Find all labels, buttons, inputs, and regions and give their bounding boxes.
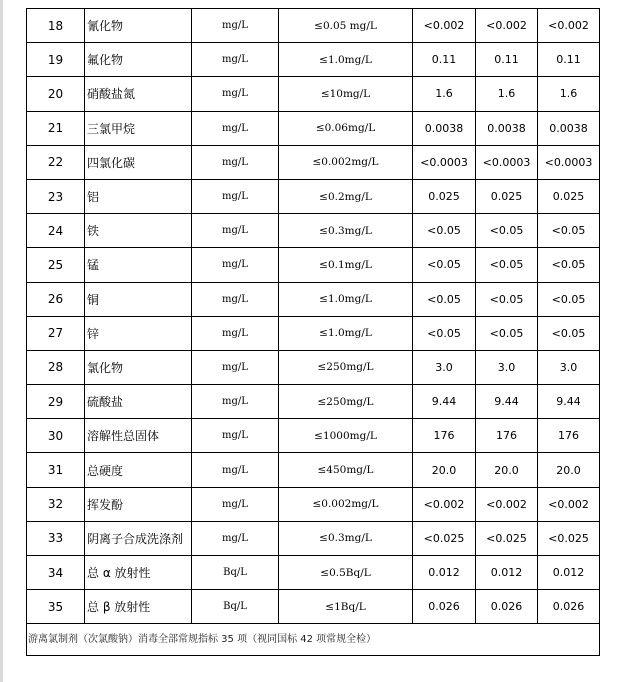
document-page: [26, 8, 600, 656]
result-cell-2: <0.05: [476, 282, 538, 316]
result-cell-3: 0.025: [538, 179, 600, 213]
page-margin: [26, 655, 600, 682]
unit-cell: mg/L: [192, 453, 279, 487]
indicator-name: 锌: [85, 316, 192, 350]
unit-cell: mg/L: [192, 487, 279, 521]
limit-cell: ≤0.3mg/L: [279, 214, 413, 248]
result-cell-3: 176: [538, 419, 600, 453]
table-row: [27, 487, 600, 521]
result-cell-3: <0.05: [538, 248, 600, 282]
row-number: 30: [27, 419, 85, 453]
row-number: 21: [27, 111, 85, 145]
row-number: 35: [27, 590, 85, 624]
result-cell-3: 9.44: [538, 385, 600, 419]
unit-cell: mg/L: [192, 145, 279, 179]
indicator-name: 总硬度: [85, 453, 192, 487]
row-number: 19: [27, 43, 85, 77]
limit-cell: ≤1Bq/L: [279, 590, 413, 624]
table-row: [27, 316, 600, 350]
unit-cell: mg/L: [192, 77, 279, 111]
row-number: 32: [27, 487, 85, 521]
result-cell-1: 0.0038: [413, 111, 476, 145]
result-cell-3: <0.002: [538, 9, 600, 43]
indicator-name: 氰化物: [85, 9, 192, 43]
result-cell-3: 3.0: [538, 350, 600, 384]
row-number: 27: [27, 316, 85, 350]
result-cell-2: 0.11: [476, 43, 538, 77]
table-row: [27, 385, 600, 419]
result-cell-2: 0.025: [476, 179, 538, 213]
result-cell-1: 1.6: [413, 77, 476, 111]
result-cell-3: 0.11: [538, 43, 600, 77]
limit-cell: ≤250mg/L: [279, 385, 413, 419]
limit-cell: ≤1.0mg/L: [279, 316, 413, 350]
table-row: [27, 145, 600, 179]
table-row: [27, 9, 600, 43]
result-cell-1: 9.44: [413, 385, 476, 419]
indicator-name: 氯化物: [85, 350, 192, 384]
indicator-name: 锰: [85, 248, 192, 282]
water-quality-table: [26, 8, 600, 624]
indicator-name: 铝: [85, 179, 192, 213]
table-row: [27, 350, 600, 384]
row-number: 31: [27, 453, 85, 487]
indicator-name: 铜: [85, 282, 192, 316]
result-cell-2: <0.025: [476, 521, 538, 555]
result-cell-1: 0.11: [413, 43, 476, 77]
result-cell-1: <0.05: [413, 248, 476, 282]
row-number: 23: [27, 179, 85, 213]
indicator-name: 溶解性总固体: [85, 419, 192, 453]
result-cell-3: <0.0003: [538, 145, 600, 179]
table-row: [27, 453, 600, 487]
result-cell-2: <0.05: [476, 248, 538, 282]
row-number: 25: [27, 248, 85, 282]
result-cell-1: 0.025: [413, 179, 476, 213]
unit-cell: mg/L: [192, 111, 279, 145]
table-row: [27, 419, 600, 453]
result-cell-2: <0.0003: [476, 145, 538, 179]
result-cell-3: <0.025: [538, 521, 600, 555]
table-footnote: 游离氯制剂（次氯酸钠）消毒全部常规指标 35 项（视同国标 42 项常规全检）: [26, 624, 600, 656]
indicator-name: 硝酸盐氮: [85, 77, 192, 111]
result-cell-1: 0.026: [413, 590, 476, 624]
limit-cell: ≤450mg/L: [279, 453, 413, 487]
unit-cell: mg/L: [192, 282, 279, 316]
result-cell-2: <0.002: [476, 487, 538, 521]
result-cell-1: <0.025: [413, 521, 476, 555]
result-cell-2: 9.44: [476, 385, 538, 419]
result-cell-2: <0.002: [476, 9, 538, 43]
indicator-name: 阴离子合成洗涤剂: [85, 521, 192, 555]
limit-cell: ≤0.06mg/L: [279, 111, 413, 145]
row-number: 26: [27, 282, 85, 316]
row-number: 29: [27, 385, 85, 419]
table-row: [27, 590, 600, 624]
result-cell-2: 3.0: [476, 350, 538, 384]
unit-cell: mg/L: [192, 9, 279, 43]
table-body: [27, 9, 600, 624]
result-cell-1: <0.05: [413, 316, 476, 350]
indicator-name: 三氯甲烷: [85, 111, 192, 145]
result-cell-2: <0.05: [476, 214, 538, 248]
unit-cell: mg/L: [192, 316, 279, 350]
unit-cell: mg/L: [192, 214, 279, 248]
unit-cell: mg/L: [192, 248, 279, 282]
result-cell-1: <0.002: [413, 9, 476, 43]
unit-cell: mg/L: [192, 521, 279, 555]
indicator-name: 四氯化碳: [85, 145, 192, 179]
table-row: [27, 521, 600, 555]
result-cell-2: 20.0: [476, 453, 538, 487]
result-cell-3: <0.05: [538, 214, 600, 248]
table-row: [27, 248, 600, 282]
row-number: 20: [27, 77, 85, 111]
table-row: [27, 282, 600, 316]
result-cell-3: 0.026: [538, 590, 600, 624]
unit-cell: mg/L: [192, 385, 279, 419]
unit-cell: mg/L: [192, 43, 279, 77]
unit-cell: Bq/L: [192, 556, 279, 590]
result-cell-1: 0.012: [413, 556, 476, 590]
result-cell-3: 0.012: [538, 556, 600, 590]
result-cell-1: <0.05: [413, 282, 476, 316]
indicator-name: 总 α 放射性: [85, 556, 192, 590]
row-number: 18: [27, 9, 85, 43]
result-cell-2: 0.0038: [476, 111, 538, 145]
result-cell-2: <0.05: [476, 316, 538, 350]
unit-cell: mg/L: [192, 350, 279, 384]
limit-cell: ≤0.1mg/L: [279, 248, 413, 282]
result-cell-2: 0.012: [476, 556, 538, 590]
result-cell-1: <0.0003: [413, 145, 476, 179]
unit-cell: Bq/L: [192, 590, 279, 624]
indicator-name: 总 β 放射性: [85, 590, 192, 624]
limit-cell: ≤0.2mg/L: [279, 179, 413, 213]
result-cell-2: 0.026: [476, 590, 538, 624]
limit-cell: ≤0.3mg/L: [279, 521, 413, 555]
page-edge: [0, 0, 3, 682]
result-cell-2: 1.6: [476, 77, 538, 111]
result-cell-3: <0.002: [538, 487, 600, 521]
row-number: 34: [27, 556, 85, 590]
limit-cell: ≤0.002mg/L: [279, 487, 413, 521]
indicator-name: 挥发酚: [85, 487, 192, 521]
indicator-name: 氟化物: [85, 43, 192, 77]
unit-cell: mg/L: [192, 419, 279, 453]
table-row: [27, 214, 600, 248]
row-number: 24: [27, 214, 85, 248]
limit-cell: ≤0.05 mg/L: [279, 9, 413, 43]
result-cell-2: 176: [476, 419, 538, 453]
result-cell-3: 1.6: [538, 77, 600, 111]
limit-cell: ≤1.0mg/L: [279, 282, 413, 316]
result-cell-3: 0.0038: [538, 111, 600, 145]
table-row: [27, 179, 600, 213]
limit-cell: ≤0.002mg/L: [279, 145, 413, 179]
table-row: [27, 111, 600, 145]
result-cell-1: 176: [413, 419, 476, 453]
result-cell-3: <0.05: [538, 316, 600, 350]
result-cell-1: 3.0: [413, 350, 476, 384]
result-cell-1: <0.05: [413, 214, 476, 248]
limit-cell: ≤10mg/L: [279, 77, 413, 111]
row-number: 22: [27, 145, 85, 179]
indicator-name: 硫酸盐: [85, 385, 192, 419]
indicator-name: 铁: [85, 214, 192, 248]
limit-cell: ≤250mg/L: [279, 350, 413, 384]
limit-cell: ≤0.5Bq/L: [279, 556, 413, 590]
result-cell-1: <0.002: [413, 487, 476, 521]
result-cell-1: 20.0: [413, 453, 476, 487]
row-number: 33: [27, 521, 85, 555]
unit-cell: mg/L: [192, 179, 279, 213]
result-cell-3: 20.0: [538, 453, 600, 487]
row-number: 28: [27, 350, 85, 384]
limit-cell: ≤1000mg/L: [279, 419, 413, 453]
table-row: [27, 43, 600, 77]
table-row: [27, 556, 600, 590]
result-cell-3: <0.05: [538, 282, 600, 316]
table-row: [27, 77, 600, 111]
limit-cell: ≤1.0mg/L: [279, 43, 413, 77]
